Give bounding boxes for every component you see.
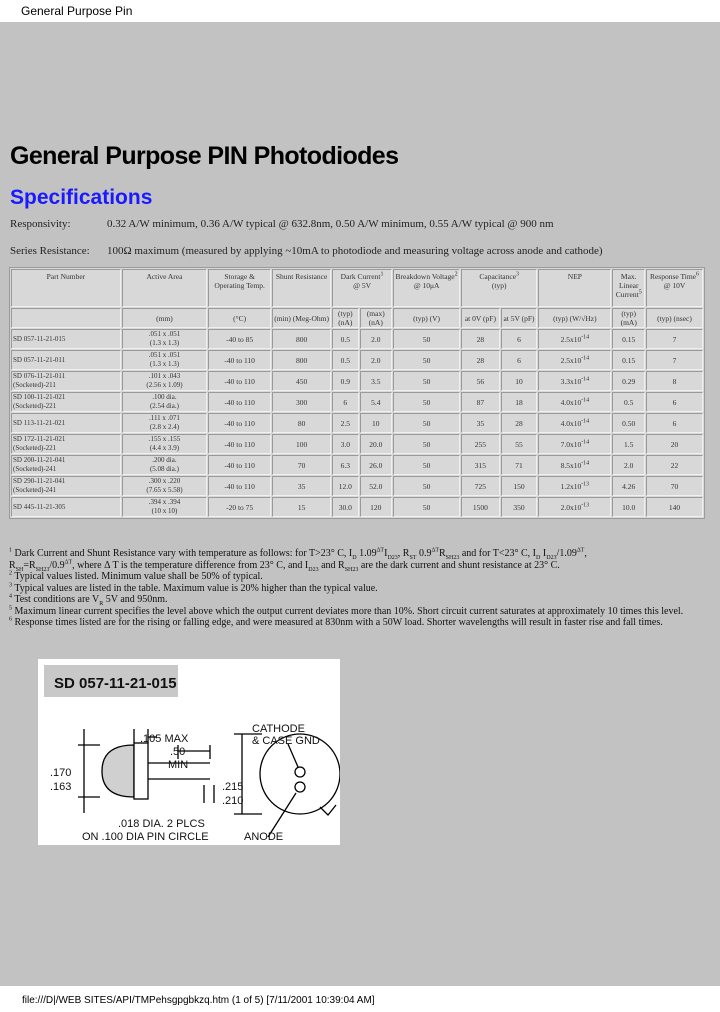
cell-cap-5v: 28 bbox=[501, 413, 538, 433]
cell-dark-max: 10 bbox=[360, 413, 393, 433]
cell-response: 20 bbox=[646, 434, 703, 454]
cell-active-area: .111 x .071 (2.8 x 2.4) bbox=[122, 413, 207, 433]
cell-part-number: SD 200-11-21-041 (Socketed)-241 bbox=[11, 455, 121, 475]
cathode-label: CATHODE bbox=[252, 723, 305, 735]
header-temp: Storage & Operating Temp. bbox=[208, 269, 271, 307]
unit-dark-typ: (typ) (nA) bbox=[332, 308, 358, 328]
cell-dark-max: 120 bbox=[360, 497, 393, 517]
bottom-view bbox=[234, 734, 340, 837]
cell-active-area: .200 dia. (5.08 dia.) bbox=[122, 455, 207, 475]
table-row bbox=[11, 455, 703, 475]
cell-nep: $2.0x10^{-13}$ bbox=[538, 497, 611, 517]
cell-dark-max: 52.0 bbox=[360, 476, 393, 496]
cell-part-number: SD 076-11-21-011 (Socketed)-211 bbox=[11, 371, 121, 391]
cell-dark-typ: 0.5 bbox=[332, 329, 358, 349]
cell-dark-max: 20.0 bbox=[360, 434, 393, 454]
cell-max-linear: 4.26 bbox=[612, 476, 645, 496]
cell-response: 6 bbox=[646, 392, 703, 412]
unit-active-area: (mm) bbox=[122, 308, 207, 328]
cell-response: 70 bbox=[646, 476, 703, 496]
cell-max-linear: 0.15 bbox=[612, 329, 645, 349]
table-row bbox=[11, 350, 703, 370]
cell-cap-0v: 1500 bbox=[461, 497, 500, 517]
table-header-row bbox=[11, 269, 703, 307]
cell-part-number: SD 445-11-21-305 bbox=[11, 497, 121, 517]
cell-dark-typ: 30.0 bbox=[332, 497, 358, 517]
unit-part bbox=[11, 308, 121, 328]
table-row bbox=[11, 371, 703, 391]
cell-cap-0v: 28 bbox=[461, 350, 500, 370]
cell-active-area: .155 x .155 (4.4 x 3.9) bbox=[122, 434, 207, 454]
spec-table bbox=[9, 267, 705, 519]
diagram-title: SD 057-11-21-015 bbox=[54, 675, 177, 692]
cell-temp: -40 to 110 bbox=[208, 413, 271, 433]
cell-breakdown: 50 bbox=[393, 329, 460, 349]
cell-part-number: SD 290-11-21-041 (Socketed)-241 bbox=[11, 476, 121, 496]
cell-part-number: SD 057-11-21-015 bbox=[11, 329, 121, 349]
dim-170-label: .170 bbox=[50, 767, 72, 779]
table-row bbox=[11, 329, 703, 349]
document-page bbox=[0, 22, 720, 986]
unit-cap-0v: at 0V (pF) bbox=[461, 308, 500, 328]
package-diagram bbox=[38, 659, 340, 845]
dim-50-label: .50 bbox=[170, 746, 186, 758]
series-resistance-value: 100Ω maximum (measured by applying ~10mA to photodiode and measuring voltage across anode and cathode) bbox=[107, 245, 603, 257]
cell-part-number: SD 172-11-21-021 (Socketed)-221 bbox=[11, 434, 121, 454]
cell-response: 7 bbox=[646, 329, 703, 349]
cell-cap-5v: 6 bbox=[501, 329, 538, 349]
cell-active-area: .300 x .220 (7.65 x 5.58) bbox=[122, 476, 207, 496]
cell-dark-max: 3.5 bbox=[360, 371, 393, 391]
cell-temp: -40 to 110 bbox=[208, 371, 271, 391]
cell-shunt: 15 bbox=[272, 497, 331, 517]
cell-active-area: .051 x .051 (1.3 x 1.3) bbox=[122, 329, 207, 349]
footnote-2: $^2$ Typical values listed. Minimum value shall be 50% of typical. bbox=[9, 570, 263, 582]
case-gnd-label: & CASE GND bbox=[252, 735, 320, 747]
can-flange bbox=[134, 743, 148, 799]
cell-cap-5v: 6 bbox=[501, 350, 538, 370]
cell-max-linear: 10.0 bbox=[612, 497, 645, 517]
cell-shunt: 35 bbox=[272, 476, 331, 496]
cell-cap-0v: 315 bbox=[461, 455, 500, 475]
cell-dark-max: 2.0 bbox=[360, 329, 393, 349]
cell-shunt: 300 bbox=[272, 392, 331, 412]
unit-max-linear: (typ) (mA) bbox=[612, 308, 645, 328]
unit-nep: (typ) (W/√Hz) bbox=[538, 308, 611, 328]
cell-shunt: 70 bbox=[272, 455, 331, 475]
dim-105-label: .105 MAX bbox=[140, 733, 189, 745]
cell-cap-5v: 55 bbox=[501, 434, 538, 454]
cell-nep: $2.5x10^{-14}$ bbox=[538, 350, 611, 370]
anode-label: ANODE bbox=[244, 831, 284, 843]
cell-max-linear: 1.5 bbox=[612, 434, 645, 454]
table-units-row bbox=[11, 308, 703, 328]
cell-nep: $4.0x10^{-14}$ bbox=[538, 392, 611, 412]
footnote-5: $^5$ Maximum linear current specifies the level above which the output current deviates more than 10%. Short circuit current saturates at approximately 10 times this level. bbox=[9, 605, 684, 617]
dim-210-label: .210 bbox=[222, 795, 244, 807]
pin-note-1: .018 DIA. 2 PLCS bbox=[118, 818, 205, 830]
cell-cap-5v: 71 bbox=[501, 455, 538, 475]
dim-215-label: .215 bbox=[222, 781, 244, 793]
cell-dark-typ: 3.0 bbox=[332, 434, 358, 454]
header-capacitance: Capacitance$^3$ (typ) bbox=[461, 269, 537, 307]
cell-cap-0v: 725 bbox=[461, 476, 500, 496]
responsivity-row bbox=[10, 218, 554, 230]
cell-active-area: .394 x .394 (10 x 10) bbox=[122, 497, 207, 517]
cell-cap-5v: 10 bbox=[501, 371, 538, 391]
cell-temp: -20 to 75 bbox=[208, 497, 271, 517]
cell-active-area: .051 x .051 (1.3 x 1.3) bbox=[122, 350, 207, 370]
cell-cap-0v: 35 bbox=[461, 413, 500, 433]
cell-nep: $2.5x10^{-14}$ bbox=[538, 329, 611, 349]
header-part-number: Part Number bbox=[11, 269, 121, 307]
responsivity-value: 0.32 A/W minimum, 0.36 A/W typical @ 632.8nm, 0.50 A/W minimum, 0.55 A/W typical @ 900 nm bbox=[107, 218, 554, 230]
table-row bbox=[11, 434, 703, 454]
cell-response: 7 bbox=[646, 350, 703, 370]
footnote-4: $^4$ Test conditions are $V_R$ 5V and 950nm. bbox=[9, 593, 168, 607]
cell-dark-typ: 6 bbox=[332, 392, 358, 412]
cell-dark-max: 5.4 bbox=[360, 392, 393, 412]
responsivity-label: Responsivity: bbox=[10, 218, 71, 230]
cell-cap-0v: 255 bbox=[461, 434, 500, 454]
page-footer: file:///D|/WEB SITES/API/TMPehsgpgbkzq.htm (1 of 5) [7/11/2001 10:39:04 AM] bbox=[22, 995, 375, 1006]
cell-dark-typ: 0.9 bbox=[332, 371, 358, 391]
cell-response: 22 bbox=[646, 455, 703, 475]
cell-shunt: 80 bbox=[272, 413, 331, 433]
cell-temp: -40 to 110 bbox=[208, 392, 271, 412]
table-row bbox=[11, 392, 703, 412]
unit-shunt: (min) (Meg-Ohm) bbox=[272, 308, 331, 328]
pin-note-2: ON .100 DIA PIN CIRCLE bbox=[82, 831, 209, 843]
header-response: Response Time$^6$ @ 10V bbox=[646, 269, 703, 307]
cell-temp: -40 to 110 bbox=[208, 455, 271, 475]
cell-part-number: SD 113-11-21-021 bbox=[11, 413, 121, 433]
cell-active-area: .101 x .043 (2.56 x 1.09) bbox=[122, 371, 207, 391]
cell-cap-5v: 350 bbox=[501, 497, 538, 517]
footnotes bbox=[9, 548, 699, 629]
cell-response: 140 bbox=[646, 497, 703, 517]
unit-dark-max: (max) (nA) bbox=[360, 308, 393, 328]
cell-shunt: 800 bbox=[272, 350, 331, 370]
cell-breakdown: 50 bbox=[393, 392, 460, 412]
cell-dark-typ: 2.5 bbox=[332, 413, 358, 433]
cell-cap-5v: 18 bbox=[501, 392, 538, 412]
header-max-linear: Max. Linear Current$^5$ bbox=[612, 269, 645, 307]
cell-dark-max: 2.0 bbox=[360, 350, 393, 370]
cell-nep: $4.0x10^{-14}$ bbox=[538, 413, 611, 433]
series-resistance-label: Series Resistance: bbox=[10, 245, 90, 257]
cell-response: 6 bbox=[646, 413, 703, 433]
cell-cap-0v: 56 bbox=[461, 371, 500, 391]
unit-response: (typ) (nsec) bbox=[646, 308, 703, 328]
cell-breakdown: 50 bbox=[393, 476, 460, 496]
cell-temp: -40 to 110 bbox=[208, 476, 271, 496]
cell-max-linear: 0.5 bbox=[612, 392, 645, 412]
cell-max-linear: 2.0 bbox=[612, 455, 645, 475]
header-shunt: Shunt Resistance bbox=[272, 269, 331, 307]
cell-cap-0v: 28 bbox=[461, 329, 500, 349]
header-nep: NEP bbox=[538, 269, 611, 307]
table-row bbox=[11, 497, 703, 517]
cell-dark-typ: 0.5 bbox=[332, 350, 358, 370]
cell-temp: -40 to 110 bbox=[208, 434, 271, 454]
cell-max-linear: 0.50 bbox=[612, 413, 645, 433]
cell-response: 8 bbox=[646, 371, 703, 391]
cell-dark-max: 26.0 bbox=[360, 455, 393, 475]
cell-nep: $7.0x10^{-14}$ bbox=[538, 434, 611, 454]
cell-part-number: SD 057-11-21-011 bbox=[11, 350, 121, 370]
unit-cap-5v: at 5V (pF) bbox=[501, 308, 538, 328]
table-body bbox=[11, 329, 703, 517]
unit-temp: (°C) bbox=[208, 308, 271, 328]
series-resistance-row bbox=[10, 245, 603, 257]
cell-nep: $8.5x10^{-14}$ bbox=[538, 455, 611, 475]
footnote-3: $^3$ Typical values are listed in the table. Maximum value is 20% higher than the typical value. bbox=[9, 582, 378, 594]
cell-shunt: 450 bbox=[272, 371, 331, 391]
cell-cap-0v: 87 bbox=[461, 392, 500, 412]
cell-dark-typ: 12.0 bbox=[332, 476, 358, 496]
header-active-area: Active Area bbox=[122, 269, 207, 307]
table-row bbox=[11, 476, 703, 496]
cell-shunt: 100 bbox=[272, 434, 331, 454]
cell-breakdown: 50 bbox=[393, 350, 460, 370]
header-breakdown: Breakdown Voltage$^2$ @ 10μA bbox=[393, 269, 460, 307]
lens-dome bbox=[102, 745, 134, 797]
header-dark-current: Dark Current$^1$ @ 5V bbox=[332, 269, 392, 307]
cell-shunt: 800 bbox=[272, 329, 331, 349]
cell-part-number: SD 100-11-21-021 (Socketed)-221 bbox=[11, 392, 121, 412]
cell-nep: $3.3x10^{-14}$ bbox=[538, 371, 611, 391]
footnote-1: $^1$ Dark Current and Shunt Resistance vary with temperature as follows: for T>23° C, $I_D$ $1.09^{\Delta T}I_{D23}$, $R_{ST}$ $0.9^{\Delta T}R_{SH23}$ and for T<23° C, $I_D$ $I_{D23}/1.09^{\Delta T}$, $R_{SH}=R_{SH23}/0.9^{\Delta T}$, where Δ T is the temperature difference from 23° C, and $I_{D23}$ and $R_{SH23}$ are the dark current and shunt resistance at 23° C. bbox=[9, 547, 587, 573]
cell-max-linear: 0.29 bbox=[612, 371, 645, 391]
footnote-6: $^6$ Response times listed are for the rising or falling edge, and were measured at 830nm with a 50W load. Shorter wavelengths will result in faster rise and fall times. bbox=[9, 616, 663, 628]
cell-temp: -40 to 110 bbox=[208, 350, 271, 370]
window-title: General Purpose Pin bbox=[0, 0, 720, 22]
cell-breakdown: 50 bbox=[393, 497, 460, 517]
cell-breakdown: 50 bbox=[393, 413, 460, 433]
cell-breakdown: 50 bbox=[393, 371, 460, 391]
dim-163-label: .163 bbox=[50, 781, 72, 793]
cell-nep: $1.2x10^{-13}$ bbox=[538, 476, 611, 496]
cell-breakdown: 50 bbox=[393, 434, 460, 454]
table-row bbox=[11, 413, 703, 433]
cell-active-area: .100 dia. (2.54 dia.) bbox=[122, 392, 207, 412]
cell-dark-typ: 6.3 bbox=[332, 455, 358, 475]
dim-min-label: MIN bbox=[168, 759, 189, 771]
cell-cap-5v: 150 bbox=[501, 476, 538, 496]
section-title: Specifications bbox=[10, 186, 153, 209]
unit-breakdown: (typ) (V) bbox=[393, 308, 460, 328]
page-title: General Purpose PIN Photodiodes bbox=[10, 142, 399, 170]
cell-temp: -40 to 85 bbox=[208, 329, 271, 349]
cell-max-linear: 0.15 bbox=[612, 350, 645, 370]
cell-breakdown: 50 bbox=[393, 455, 460, 475]
